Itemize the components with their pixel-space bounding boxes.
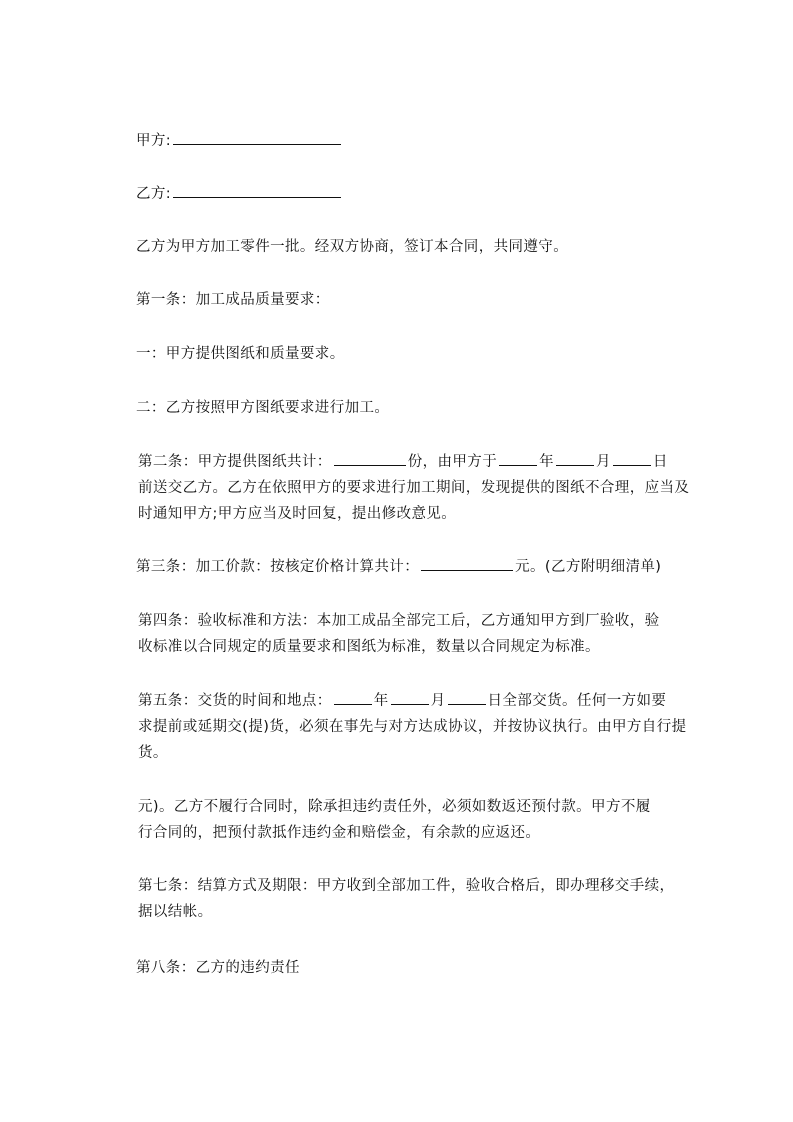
article-4-line-1: 第四条：验收标准和方法：本加工成品全部完工后，乙方通知甲方到厂验收，验 <box>138 613 660 629</box>
article-1-item-2: 二：乙方按照甲方图纸要求进行加工。 <box>136 400 390 416</box>
party-a-line <box>136 128 702 154</box>
article-3 <box>136 554 702 580</box>
article-2-part-d: 月 <box>596 454 611 470</box>
article-5 <box>138 688 704 766</box>
article-5-part-b: 年 <box>373 693 389 709</box>
article-2-part-b: 份，由甲方于 <box>407 454 498 470</box>
article-5-line-2: 求提前或延期交(提)货，必须在事先与对方达成协议，并按协议执行。由甲方自行提 <box>138 719 687 735</box>
article-4-line-2: 收标准以合同规定的质量要求和图纸为标准，数量以合同规定为标准。 <box>138 639 600 655</box>
intro-paragraph: 乙方为甲方加工零件一批。经双方协商，签订本合同，共同遵守。 <box>136 239 569 255</box>
article-5-day-blank <box>448 690 486 705</box>
article-2 <box>138 449 704 527</box>
article-2-part-a: 第二条：甲方提供图纸共计： <box>138 454 332 470</box>
article-2-line-3: 时通知甲方;甲方应当及时回复，提出修改意见。 <box>138 506 457 522</box>
article-2-part-c: 年 <box>539 454 555 470</box>
party-b-label: 乙方: <box>136 186 172 202</box>
article-7-line-2: 据以结帐。 <box>138 904 213 920</box>
article-6 <box>138 794 704 846</box>
article-6-line-1: 元)。乙方不履行合同时，除承担违约责任外，必须如数返还预付款。甲方不履 <box>138 799 651 815</box>
article-1-item-1: 一：甲方提供图纸和质量要求。 <box>136 346 345 362</box>
article-7 <box>138 873 704 925</box>
article-3-part-a: 第三条：加工价款：按核定价格计算共计： <box>136 559 420 575</box>
article-2-line-2: 前送交乙方。乙方在依照甲方的要求进行加工期间，发现提供的图纸不合理，应当及 <box>138 480 690 496</box>
article-2-part-e: 日 <box>652 454 668 470</box>
party-a-blank <box>173 130 341 145</box>
article-2-month-blank <box>556 451 594 466</box>
article-7-line-1: 第七条：结算方式及期限：甲方收到全部加工件，验收合格后，即办理移交手续， <box>138 878 675 894</box>
party-a-label: 甲方: <box>136 133 172 149</box>
article-5-month-blank <box>391 690 429 705</box>
article-5-part-a: 第五条：交货的时间和地点： <box>138 693 332 709</box>
article-2-day-blank <box>613 451 651 466</box>
article-2-copies-blank <box>334 451 406 466</box>
article-5-part-c: 月 <box>430 693 446 709</box>
article-6-line-2: 行合同的，把预付款抵作违约金和赔偿金，有余款的应返还。 <box>138 825 541 841</box>
article-3-part-b: 元。(乙方附明细清单) <box>515 559 662 575</box>
party-b-line <box>136 181 702 207</box>
party-b-blank <box>173 183 341 198</box>
article-1-title: 第一条：加工成品质量要求： <box>136 292 330 308</box>
article-4 <box>138 608 704 660</box>
article-8-title: 第八条：乙方的违约责任 <box>136 960 300 976</box>
article-5-part-d: 日全部交货。任何一方如要 <box>487 693 667 709</box>
article-5-line-3: 货。 <box>138 745 168 761</box>
article-5-year-blank <box>334 690 372 705</box>
article-3-amount-blank <box>421 556 513 571</box>
article-2-year-blank <box>499 451 537 466</box>
